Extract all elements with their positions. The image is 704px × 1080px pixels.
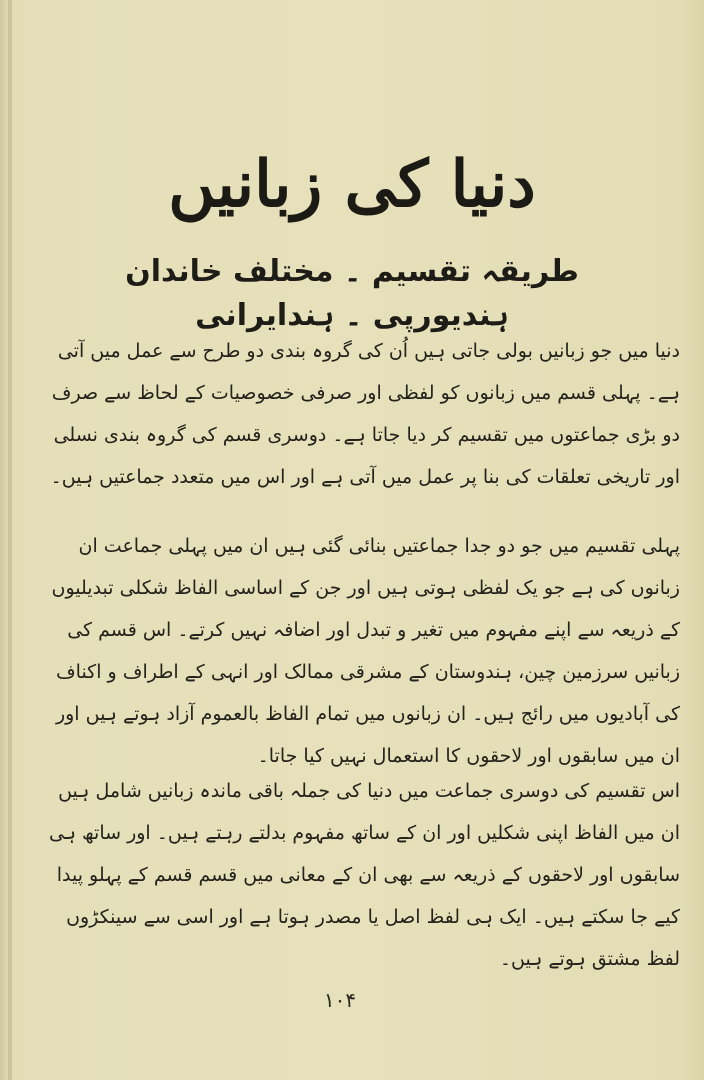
chapter-title: دنیا کی زبانیں bbox=[168, 147, 536, 222]
page-number: ۱۰۴ bbox=[323, 988, 357, 1012]
paragraph-3 bbox=[40, 770, 680, 980]
page-binding-edge bbox=[8, 0, 12, 1080]
paragraph-2-text: پہلی تقسیم میں جو دو جدا جماعتیں بنائی گئی ہیں ان میں پہلی جماعت ان زبانوں کی ہے جو یک لفظی ہوتی ہیں اور جن کے اساسی الفاظ شکلی تبدیلیوں کے ذریعہ سے اپنے مفہوم میں تغیر و تبدل اور اضافہ نہیں کرتے۔ اس قسم کی زبانیں سرزمین چین، ہندوستان کے مشرقی ممالک اور انہی کے اطراف و اکناف کی آبادیوں میں رائج ہیں۔ ان زبانوں میں تمام الفاظ بالعموم آزاد ہوتے ہیں اور ان میں سابقوں اور لاحقوں کا استعمال نہیں کیا جاتا۔ bbox=[51, 535, 680, 767]
paragraph-2 bbox=[40, 525, 680, 777]
paragraph-1-text: دنیا میں جو زبانیں بولی جاتی ہیں اُن کی گروہ بندی دو طرح سے عمل میں آتی ہے۔ پہلی قسم میں زبانوں کو لفظی اور صرفی خصوصیات کے لحاظ سے صرف دو بڑی جماعتوں میں تقسیم کر دیا جاتا ہے۔ دوسری قسم کی گروہ بندی نسلی اور تاریخی تعلقات کی بنا پر عمل میں آتی ہے اور اس میں متعدد جماعتیں ہیں۔ bbox=[50, 340, 680, 488]
paragraph-3-text: اس تقسیم کی دوسری جماعت میں دنیا کی جملہ باقی ماندہ زبانیں شامل ہیں ان میں الفاظ اپنی شکلیں اور ان کے ساتھ مفہوم بدلتے رہتے ہیں۔ اور ساتھ ہی سابقوں اور لاحقوں کے ذریعہ سے بھی ان کے معانی میں قسم قسم کے پہلو پیدا کیے جا سکتے ہیں۔ ایک ہی لفظ اصل یا مصدر ہوتا ہے اور اسی سے سینکڑوں لفظ مشتق ہوتے ہیں۔ bbox=[49, 780, 680, 970]
paragraph-1 bbox=[40, 330, 680, 498]
chapter-subtitle: طریقہ تقسیم ۔ مختلف خاندان ہندیورپی ۔ ہندایرانی bbox=[125, 254, 579, 333]
